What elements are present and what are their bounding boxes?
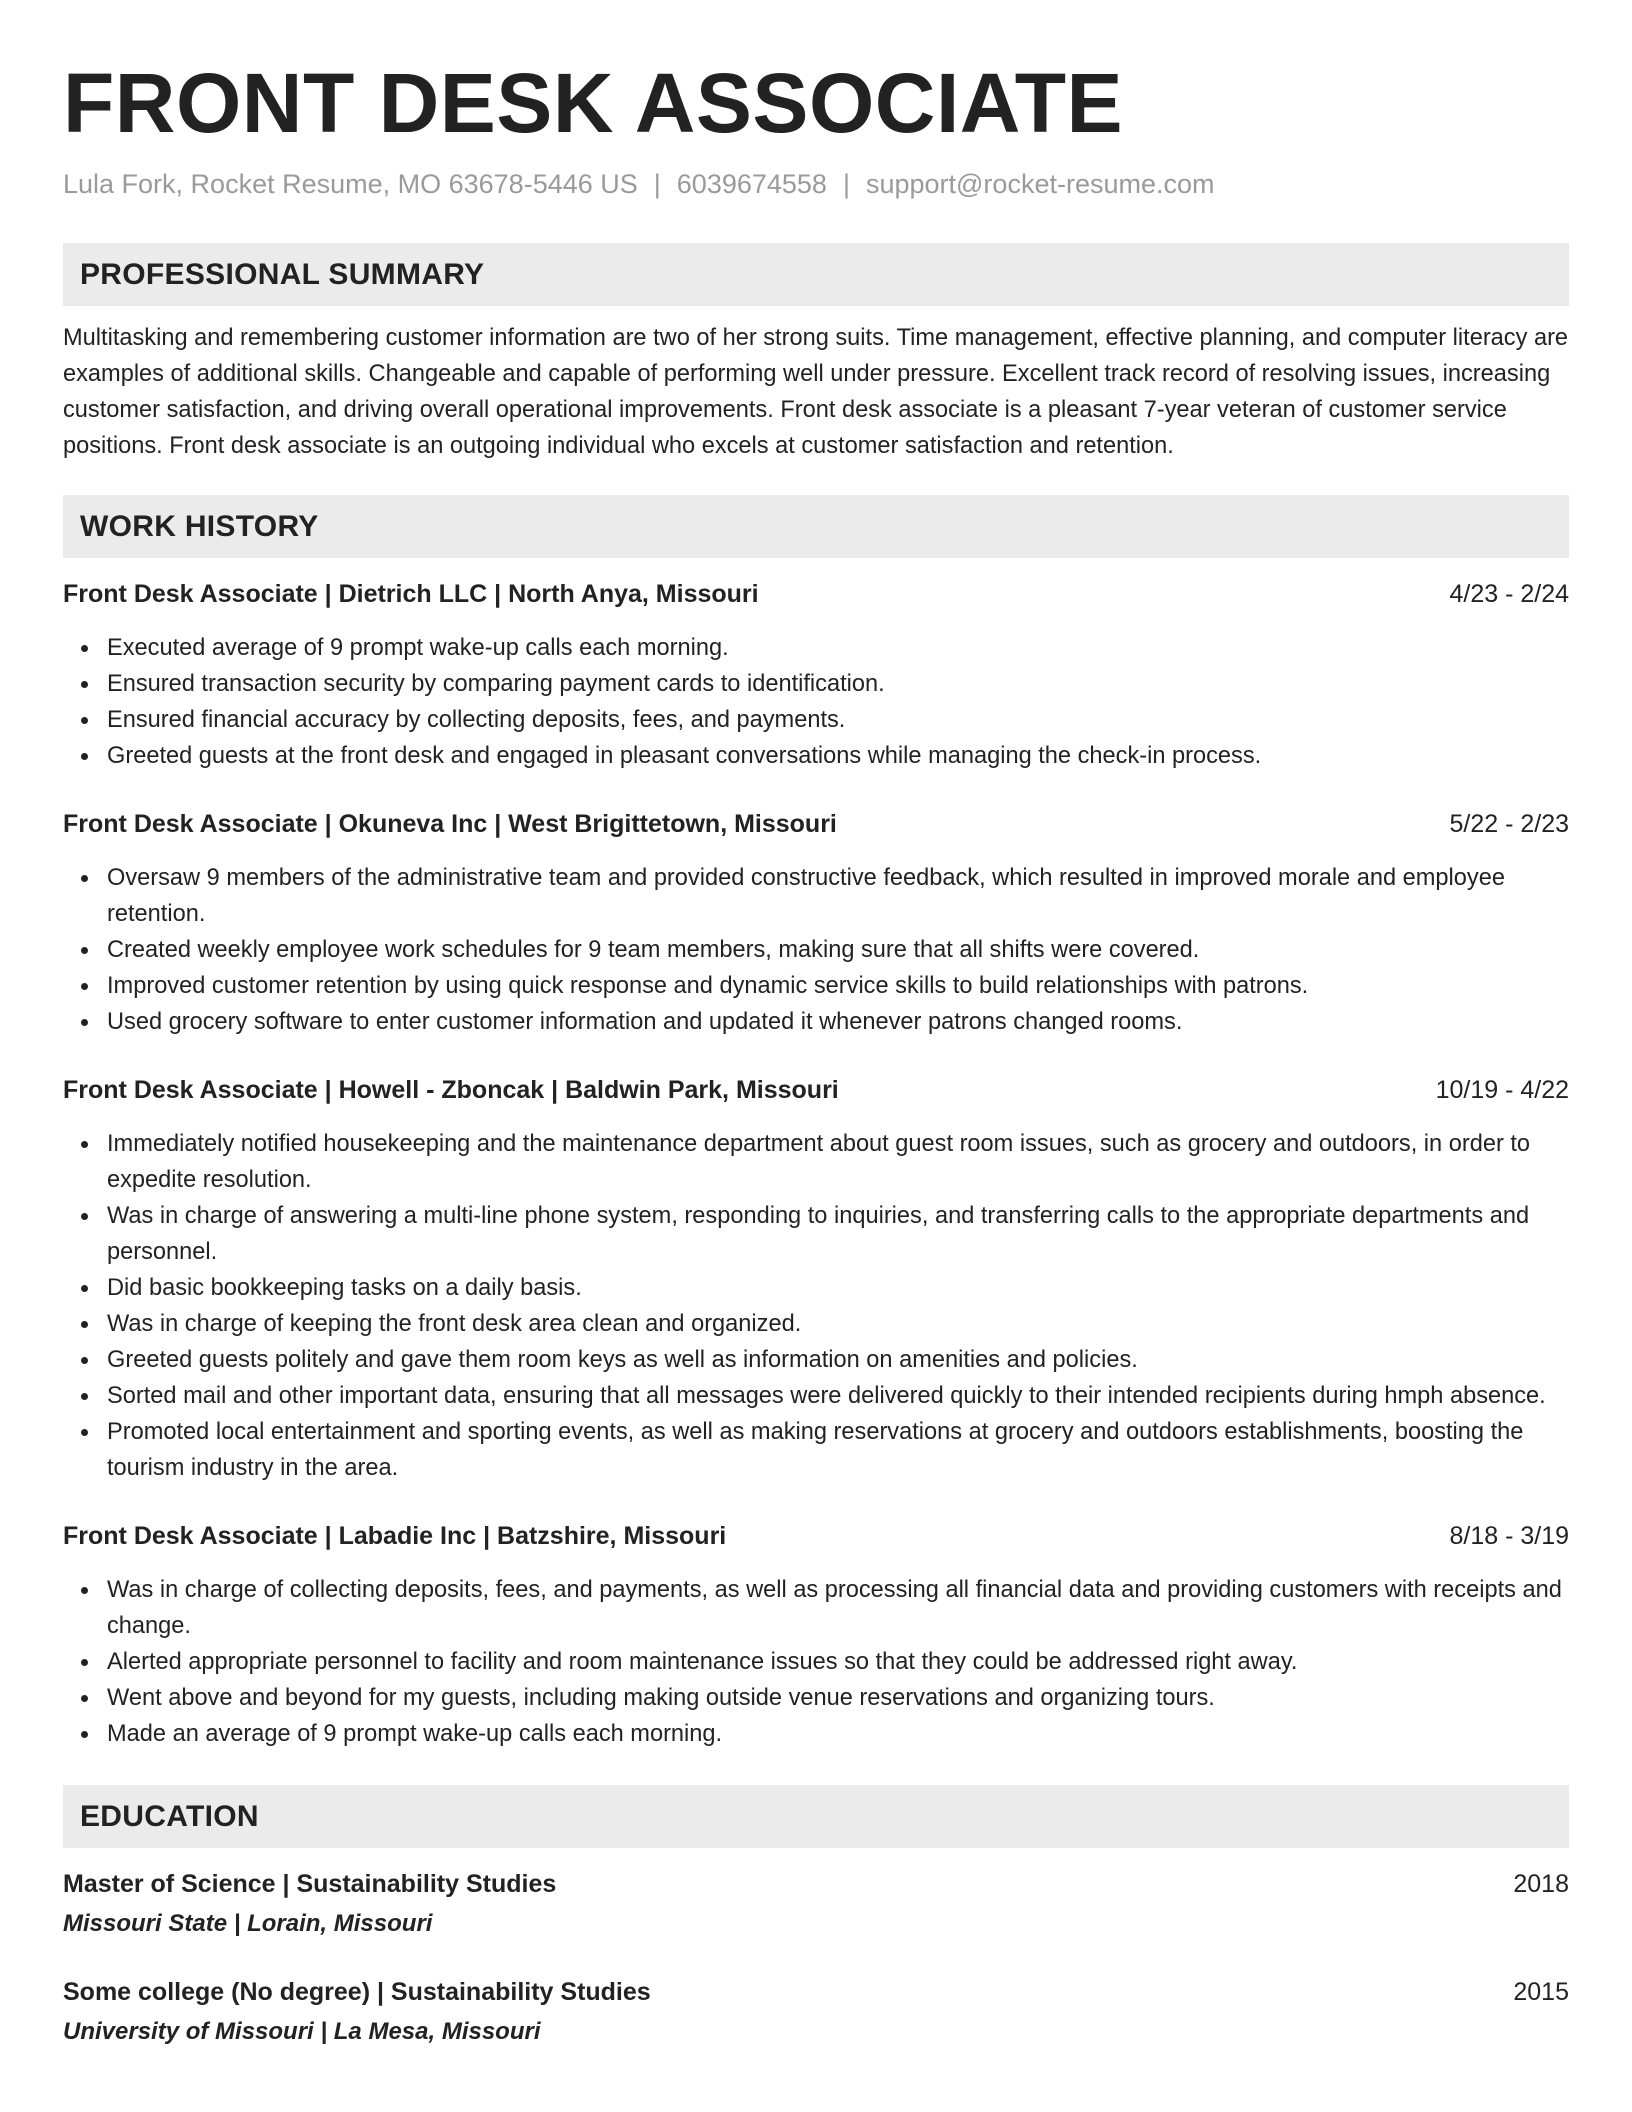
job-bullet-list	[63, 1126, 1569, 1486]
summary-section-heading: PROFESSIONAL SUMMARY	[63, 243, 1569, 306]
job-bullet: Used grocery software to enter customer information and updated it whenever patrons changed rooms.	[107, 1004, 1569, 1040]
education-section-heading: EDUCATION	[63, 1785, 1569, 1848]
job-bullet: Sorted mail and other important data, ensuring that all messages were delivered quickly to their intended recipients during hmph absence.	[107, 1378, 1569, 1414]
job-bullet: Did basic bookkeeping tasks on a daily basis.	[107, 1270, 1569, 1306]
job-bullet-list	[63, 860, 1569, 1040]
job-bullet: Greeted guests at the front desk and engaged in pleasant conversations while managing the check-in process.	[107, 738, 1569, 774]
job-header	[63, 576, 1569, 612]
job-bullet: Ensured transaction security by comparing payment cards to identification.	[107, 666, 1569, 702]
job-bullet: Promoted local entertainment and sporting events, as well as making reservations at grocery and outdoors establishments, boosting the tourism industry in the area.	[107, 1414, 1569, 1486]
job-dates: 4/23 - 2/24	[1449, 580, 1569, 608]
resume-name-heading: FRONT DESK ASSOCIATE	[63, 56, 1124, 150]
education-year: 2015	[1513, 1978, 1569, 2006]
job-header	[63, 1518, 1569, 1554]
education-header	[63, 1866, 1569, 1902]
job-dates: 10/19 - 4/22	[1435, 1076, 1569, 1104]
education-entry	[63, 1866, 1569, 1942]
education-school: Missouri State | Lorain, Missouri	[63, 1910, 433, 1937]
contact-separator: |	[653, 169, 661, 199]
work-history-section-heading: WORK HISTORY	[63, 495, 1569, 558]
job-entry	[63, 806, 1569, 1040]
job-title: Front Desk Associate | Okuneva Inc | West Brigittetown, Missouri	[63, 810, 837, 838]
summary-paragraph: Multitasking and remembering customer information are two of her strong suits. Time management, effective planning, and computer literacy are examples of additional skills. Changeable and capable of performing well under pressure. Excellent track record of resolving issues, increasing customer satisfaction, and driving overall operational improvements. Front desk associate is a pleasant 7-year veteran of customer service positions. Front desk associate is an outgoing individual who excels at customer satisfaction and retention.	[63, 325, 1569, 459]
job-bullet: Greeted guests politely and gave them room keys as well as information on amenities and policies.	[107, 1342, 1569, 1378]
job-dates: 8/18 - 3/19	[1449, 1522, 1569, 1550]
job-bullet: Was in charge of keeping the front desk area clean and organized.	[107, 1306, 1569, 1342]
job-entry	[63, 1072, 1569, 1486]
job-bullet: Executed average of 9 prompt wake-up calls each morning.	[107, 630, 1569, 666]
job-header	[63, 806, 1569, 842]
job-bullet-list	[63, 630, 1569, 774]
education-degree: Some college (No degree) | Sustainability Studies	[63, 1978, 651, 2006]
work-history-list	[63, 576, 1569, 1752]
education-school: University of Missouri | La Mesa, Missouri	[63, 2018, 541, 2045]
job-entry	[63, 576, 1569, 774]
job-title: Front Desk Associate | Dietrich LLC | North Anya, Missouri	[63, 580, 759, 608]
job-bullet: Oversaw 9 members of the administrative team and provided constructive feedback, which resulted in improved morale and employee retention.	[107, 860, 1569, 932]
education-list	[63, 1866, 1569, 2050]
job-bullet: Went above and beyond for my guests, including making outside venue reservations and organizing tours.	[107, 1680, 1569, 1716]
contact-phone: 6039674558	[676, 169, 827, 199]
job-bullet: Made an average of 9 prompt wake-up calls each morning.	[107, 1716, 1569, 1752]
contact-email: support@rocket-resume.com	[865, 169, 1215, 199]
job-bullet: Created weekly employee work schedules for 9 team members, making sure that all shifts were covered.	[107, 932, 1569, 968]
job-entry	[63, 1518, 1569, 1752]
job-header	[63, 1072, 1569, 1108]
job-dates: 5/22 - 2/23	[1449, 810, 1569, 838]
job-title: Front Desk Associate | Howell - Zboncak | Baldwin Park, Missouri	[63, 1076, 839, 1104]
job-bullet: Improved customer retention by using quick response and dynamic service skills to build relationships with patrons.	[107, 968, 1569, 1004]
job-title: Front Desk Associate | Labadie Inc | Batzshire, Missouri	[63, 1522, 727, 1550]
education-year: 2018	[1513, 1870, 1569, 1898]
job-bullet: Was in charge of collecting deposits, fees, and payments, as well as processing all financial data and providing customers with receipts and change.	[107, 1572, 1569, 1644]
job-bullet-list	[63, 1572, 1569, 1752]
contact-separator: |	[842, 169, 850, 199]
job-bullet: Alerted appropriate personnel to facility and room maintenance issues so that they could be addressed right away.	[107, 1644, 1569, 1680]
education-entry	[63, 1974, 1569, 2050]
contact-line	[63, 166, 1569, 202]
job-bullet: Immediately notified housekeeping and the maintenance department about guest room issues, such as grocery and outdoors, in order to expedite resolution.	[107, 1126, 1569, 1198]
education-degree: Master of Science | Sustainability Studies	[63, 1870, 557, 1898]
contact-address: Lula Fork, Rocket Resume, MO 63678-5446 US	[63, 169, 638, 199]
job-bullet: Ensured financial accuracy by collecting deposits, fees, and payments.	[107, 702, 1569, 738]
job-bullet: Was in charge of answering a multi-line phone system, responding to inquiries, and transferring calls to the appropriate departments and personnel.	[107, 1198, 1569, 1270]
education-header	[63, 1974, 1569, 2010]
